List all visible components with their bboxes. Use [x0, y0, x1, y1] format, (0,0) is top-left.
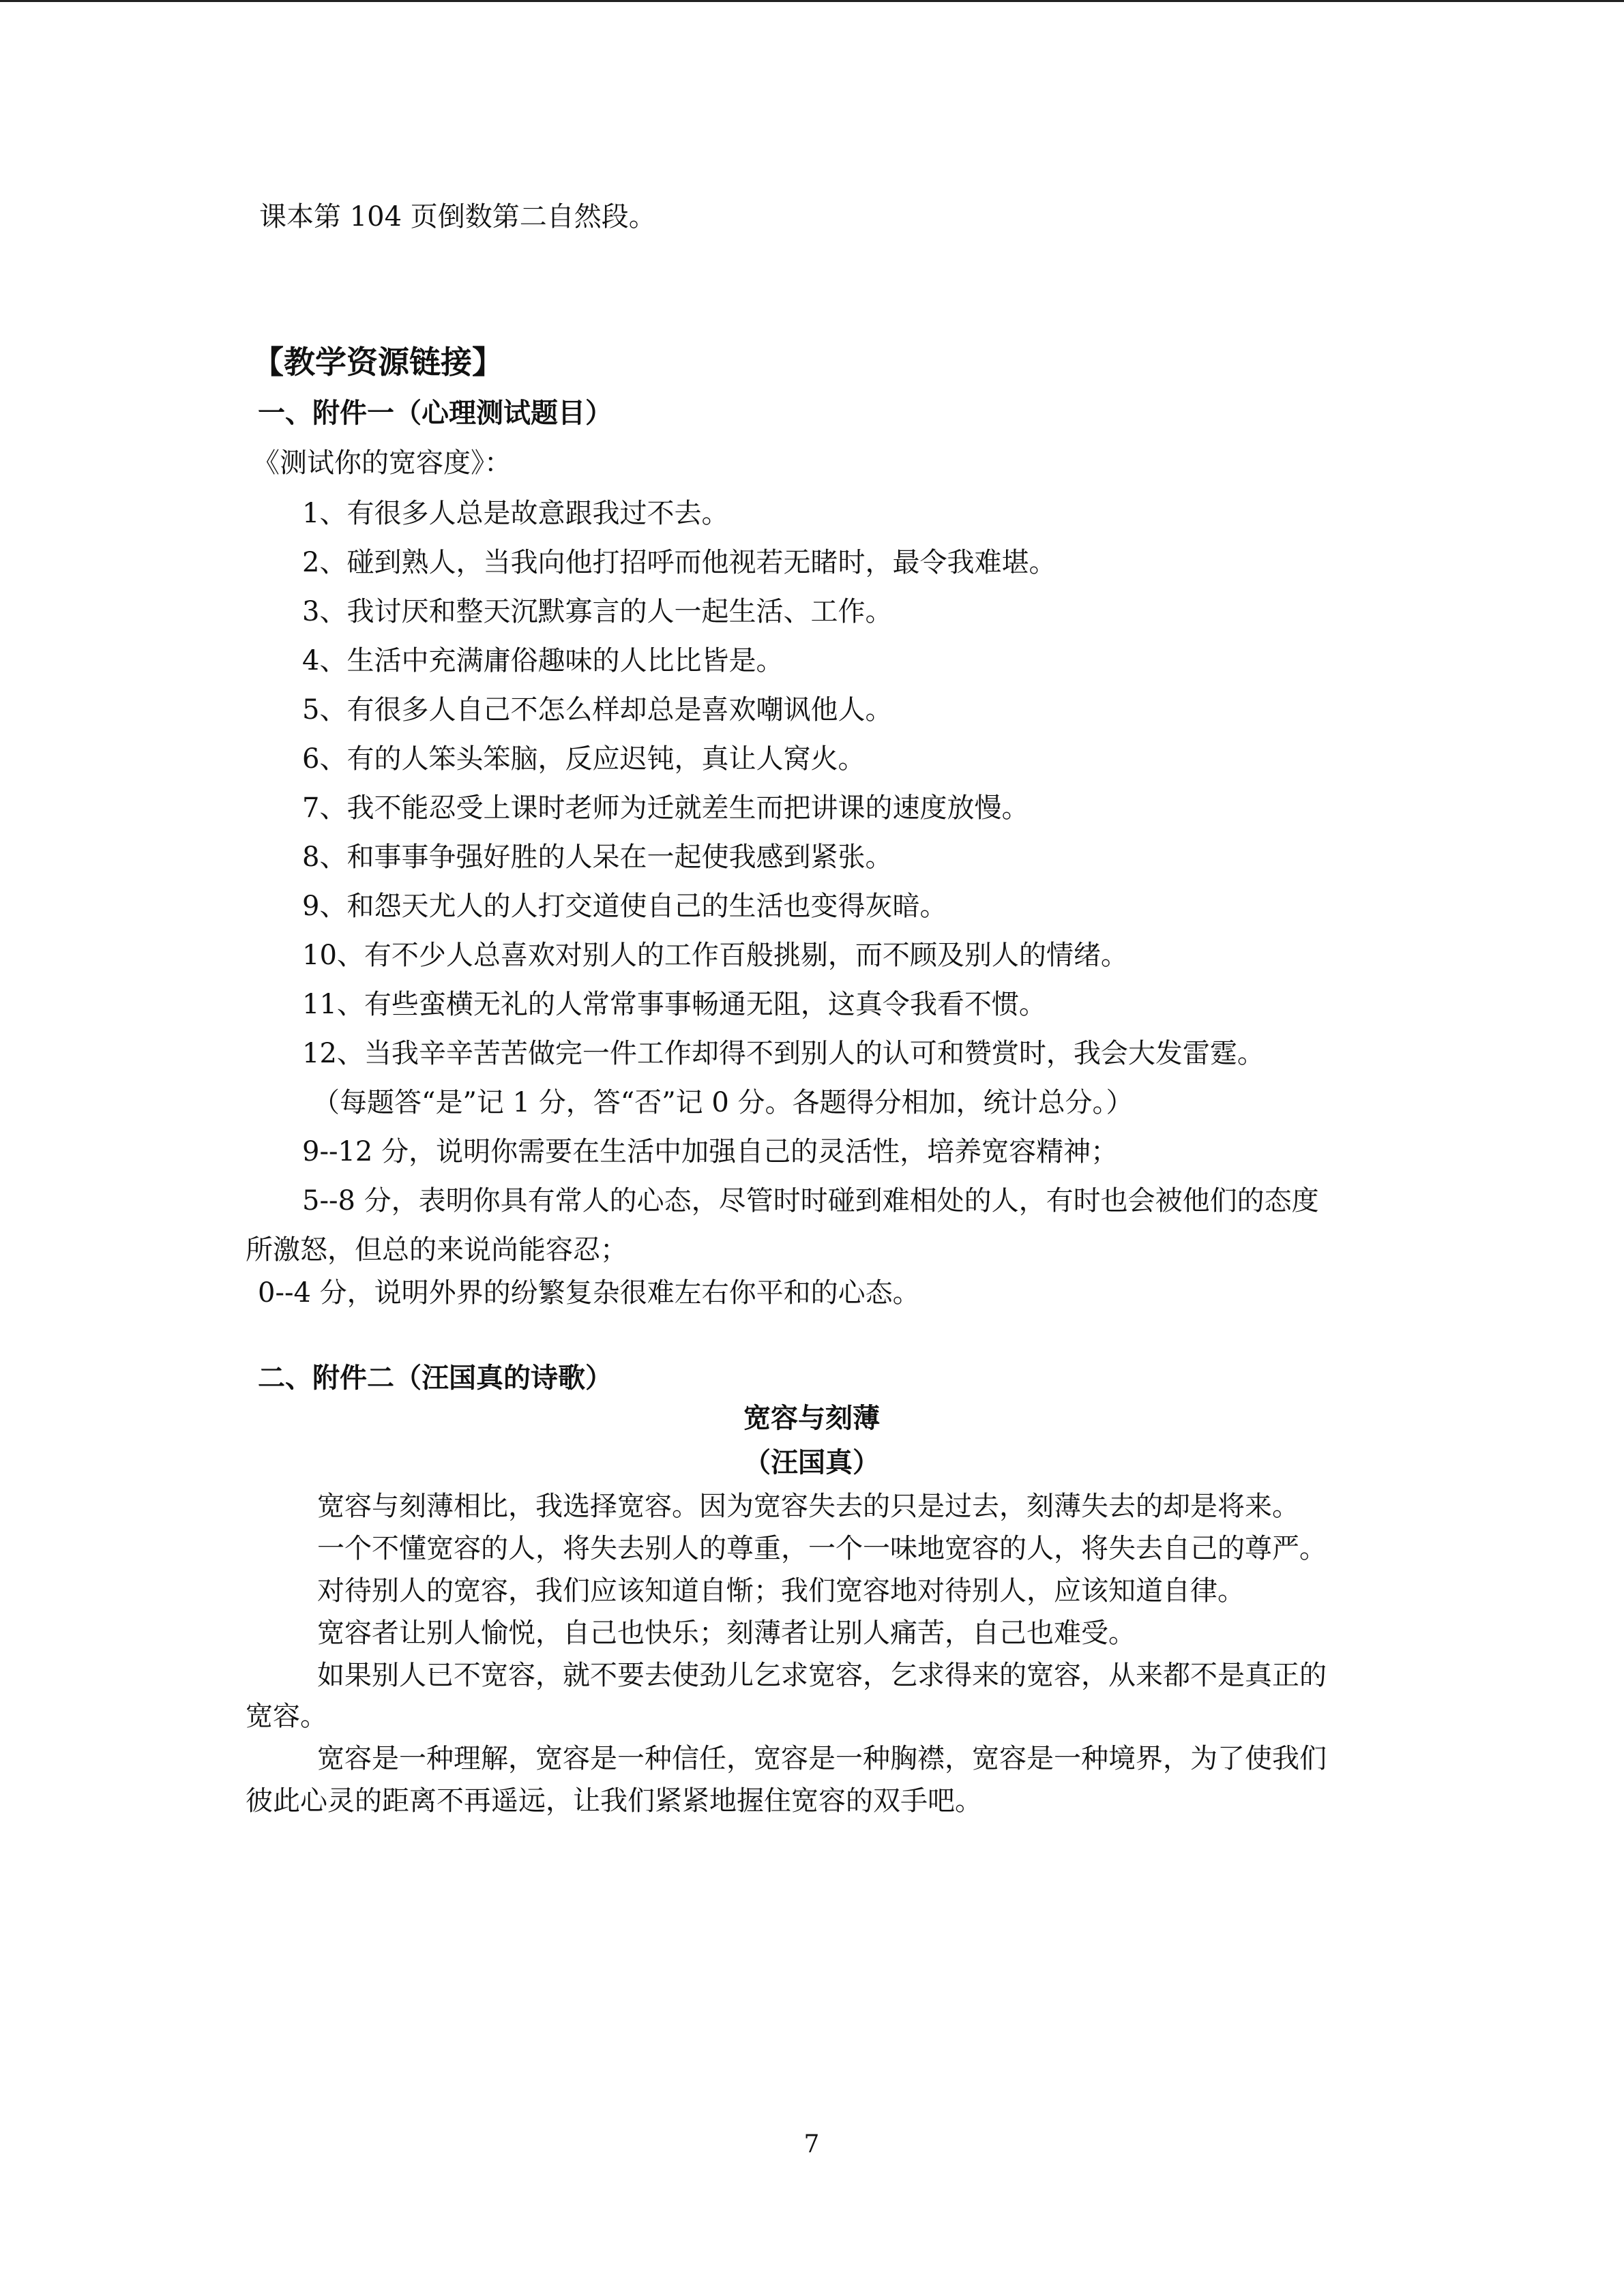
poem-line: 对待别人的宽容，我们应该知道自惭；我们宽容地对待别人，应该知道自律。: [317, 1575, 1245, 1607]
poem-line: 宽容者让别人愉悦，自己也快乐；刻薄者让别人痛苦，自己也难受。: [317, 1617, 1136, 1649]
list-item: 7、我不能忍受上课时老师为迁就差生而把讲课的速度放慢。: [302, 792, 1029, 824]
intro-line: 课本第 104 页倒数第二自然段。: [259, 201, 656, 233]
list-item: 10、有不少人总喜欢对别人的工作百般挑剔，而不顾及别人的情绪。: [302, 940, 1128, 971]
attachment-2-title: 二、附件二（汪国真的诗歌）: [258, 1362, 612, 1394]
scoring-note: （每题答“是”记 1 分，答“否”记 0 分。各题得分相加，统计总分。）: [312, 1087, 1134, 1118]
result-low: 0--4 分，说明外界的纷繁复杂很难左右你平和的心态。: [258, 1277, 920, 1309]
test-title: 《测试你的宽容度》：: [252, 447, 512, 479]
poem-line: 宽容是一种理解，宽容是一种信任，宽容是一种胸襟，宽容是一种境界，为了使我们: [317, 1743, 1327, 1774]
list-item: 4、生活中充满庸俗趣味的人比比皆是。: [302, 645, 784, 676]
list-item: 1、有很多人总是故意跟我过不去。: [302, 498, 729, 529]
list-item: 11、有些蛮横无礼的人常常事事畅通无阻，这真令我看不惯。: [302, 989, 1046, 1020]
list-item: 6、有的人笨头笨脑，反应迟钝，真让人窝火。: [302, 743, 866, 775]
attachment-1-title: 一、附件一（心理测试题目）: [258, 398, 612, 429]
poem-title: 宽容与刻薄: [743, 1403, 880, 1434]
top-border: [0, 0, 1624, 2]
section-heading: 【教学资源链接】: [252, 344, 503, 381]
poem-author: （汪国真）: [743, 1447, 880, 1478]
result-mid-cont: 所激怒，但总的来说尚能容忍；: [246, 1234, 628, 1266]
poem-line: 宽容。: [246, 1701, 327, 1732]
list-item: 5、有很多人自己不怎么样却总是喜欢嘲讽他人。: [302, 694, 893, 726]
list-item: 9、和怨天尤人的人打交道使自己的生活也变得灰暗。: [302, 891, 947, 922]
poem-line: 宽容与刻薄相比，我选择宽容。因为宽容失去的只是过去，刻薄失去的却是将来。: [317, 1491, 1299, 1522]
result-mid: 5--8 分，表明你具有常人的心态，尽管时时碰到难相处的人，有时也会被他们的态度: [302, 1185, 1319, 1217]
poem-line: 一个不懂宽容的人，将失去别人的尊重，一个一味地宽容的人，将失去自己的尊严。: [317, 1533, 1327, 1564]
list-item: 12、当我辛辛苦苦做完一件工作却得不到别人的认可和赞赏时，我会大发雷霆。: [302, 1038, 1265, 1069]
list-item: 8、和事事争强好胜的人呆在一起使我感到紧张。: [302, 841, 893, 873]
poem-line: 彼此心灵的距离不再遥远，让我们紧紧地握住宽容的双手吧。: [246, 1785, 982, 1817]
result-high: 9--12 分，说明你需要在生活中加强自己的灵活性，培养宽容精神；: [302, 1136, 1119, 1167]
page-number: 7: [803, 2130, 820, 2158]
list-item: 3、我讨厌和整天沉默寡言的人一起生活、工作。: [302, 596, 893, 627]
list-item: 2、碰到熟人，当我向他打招呼而他视若无睹时，最令我难堪。: [302, 547, 1057, 578]
poem-line: 如果别人已不宽容，就不要去使劲儿乞求宽容，乞求得来的宽容，从来都不是真正的: [317, 1660, 1327, 1691]
